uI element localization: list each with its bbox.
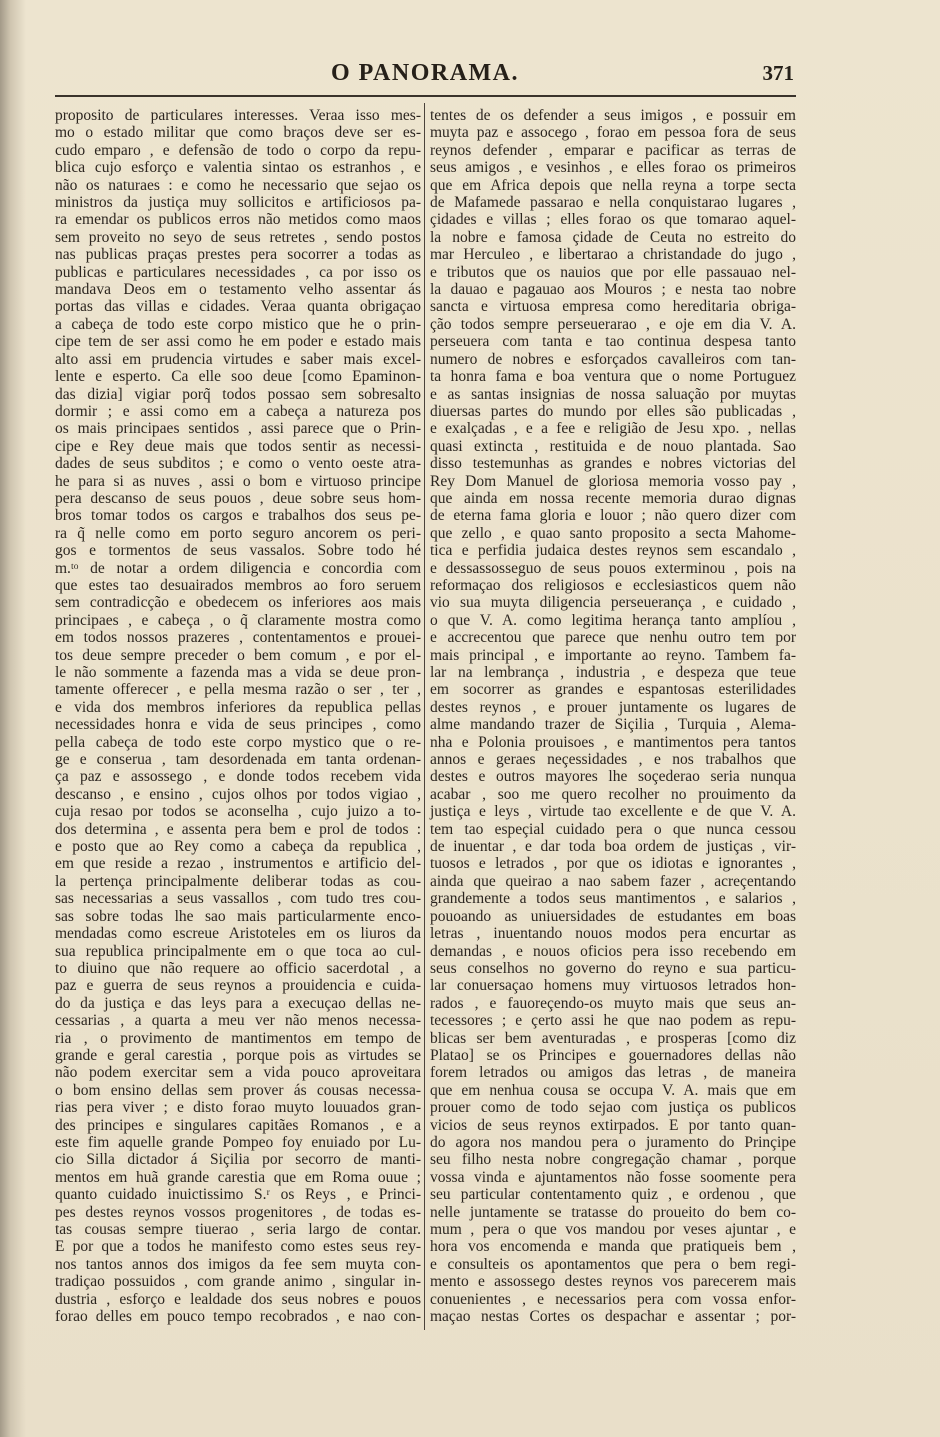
text-line: nos tantos annos dos imigos da fee sem muyta con- [55, 1255, 421, 1273]
text-line: do da justiça e das leys para a execuçao dellas ne- [55, 994, 421, 1012]
text-line: necessidades honra e vida de seus principes , como [55, 716, 421, 734]
text-line: acabar , soo me quero recolher no prouimento da [430, 785, 796, 803]
text-line: tos deue sempre preceder o bem comum , e por el- [55, 646, 421, 664]
text-line: o bom ensino dellas sem prover ás cousas necessa- [55, 1081, 421, 1099]
text-line: seu particular contentamento quiz , e ordenou , que [430, 1186, 796, 1204]
text-line: cipe tem de ser assi como he em poder e estado mais [55, 333, 421, 351]
text-line: nha e Polonia prouisoes , e mantimentos pera tantos [430, 733, 796, 751]
text-line: a cabeça de todo este corpo mistico que he o prin- [55, 315, 421, 333]
text-line: tradiçao possuidos , com grande animo , singular in- [55, 1273, 421, 1291]
text-line: destes e outros mayores lhe soçederao seria nunqua [430, 768, 796, 786]
text-line: annos e geraes neçessidades , e nos trabalhos que [430, 751, 796, 769]
text-line: muyta paz e assocego , forao em pessoa fora de seus [430, 124, 796, 142]
text-line: que estes tao desuairados membros ao foro seruem [55, 576, 421, 594]
text-line: quasi extincta , restituida e de nouo plantada. Sao [430, 437, 796, 455]
text-line: mandava Deos em o testamento velho assentar ás [55, 281, 421, 299]
left-column [55, 107, 421, 1325]
text-line: pouoando as uniuersidades de estudantes em boas [430, 907, 796, 925]
text-line: dormir ; e assi como em a cabeça a natureza pos [55, 402, 421, 420]
page-header-title: O PANORAMA. [330, 60, 520, 86]
text-line: E por que a todos he manifesto como estes seus rey- [55, 1238, 421, 1256]
text-line: sancta e virtuosa empresa como hereditaria obriga- [430, 298, 796, 316]
text-line: justiça e leys , virtude tao excellente e de que V. A. [430, 803, 796, 821]
text-line: conuenientes , e necessarios pera com vossa enfor- [430, 1290, 796, 1308]
text-line: dades de seus subditos ; e como o vento oeste atra- [55, 455, 421, 473]
text-line: des principes e singulares capitães Romanos , e a [55, 1116, 421, 1134]
text-line: que em Africa depois que nella reyna a torpe secta [430, 176, 796, 194]
text-line: lar conuersaçao homens muy virtuosos letrados hon- [430, 977, 796, 995]
text-line: mar Herculeo , e libertarao a christandade do jugo , [430, 246, 796, 264]
text-line: demandas , e nouos oficios pera isso recebendo em [430, 942, 796, 960]
text-line: mentos em huã grande carestia que em Roma ouue ; [55, 1168, 421, 1186]
text-line: çidades e villas ; elles forao os que tomarao aquel- [430, 211, 796, 229]
text-line: descanso , e ensino , cujos olhos por todos vigiao , [55, 785, 421, 803]
text-line: os mais principaes sentidos , assi parece que o Prin- [55, 420, 421, 438]
header-rule [55, 95, 796, 97]
text-line: la pertença principalmente deliberar todas as cou- [55, 872, 421, 890]
text-line: alme mandando trazer de Siçilia , Turquia , Alema- [430, 716, 796, 734]
text-line: que em nenhua cousa se occupa V. A. mais que em [430, 1081, 796, 1099]
text-line: letras , inuentando nouos modos pera encurtar as [430, 925, 796, 943]
text-line: não os naturaes : e como he necessario que sejao os [55, 176, 421, 194]
text-line: tamente offerecer , e pella mesma razão o ser , ter , [55, 681, 421, 699]
text-line: cipe e Rey deue mais que todos sentir as necessi- [55, 437, 421, 455]
text-line: tecessores ; e çerto assi he que nao podem as repu- [430, 1012, 796, 1030]
text-line: rados , e fauoreçendo-os muyto mais que seus an- [430, 994, 796, 1012]
text-line: proposito de particulares interesses. Veraa isso mes- [55, 107, 421, 124]
text-line: de Mafamede passarao e nella conquistarao lugares , [430, 194, 796, 212]
text-line: ção todos sempre perseuerarao , e oje em dia V. A. [430, 315, 796, 333]
text-line: e dessassosseguo de seus pouos exterminou , pois na [430, 559, 796, 577]
text-line: maçao nestas Cortes os despachar e assentar ; por- [430, 1308, 796, 1326]
text-line: tuosos e letrados , por que os idiotas e ignorantes , [430, 855, 796, 873]
text-line: vossa vinda e ajuntamentos não fosse soomente pera [430, 1168, 796, 1186]
text-line: e accrecentou que parece que nenhu outro tem por [430, 629, 796, 647]
text-line: cessarias , a quarta a meu ver não menos necessa- [55, 1012, 421, 1030]
text-line: forem letrados ou amigos das letras , de maneira [430, 1064, 796, 1082]
text-line: la nobre e famosa çidade de Ceuta no estreito do [430, 228, 796, 246]
text-line: em socorrer as grandes e espantosas esterilidades [430, 681, 796, 699]
text-line: m.ᵗᵒ de notar a ordem diligencia e concordia com [55, 559, 421, 577]
text-line: ta honra fama e boa ventura que o nome Portuguez [430, 368, 796, 386]
text-line: hora vos encomenda e manda que pratiqueis bem , [430, 1238, 796, 1256]
text-line: e posto que ao Rey como a cabeça da republica , [55, 838, 421, 856]
text-line: rias pera viver ; e disto forao muyto louuados gran- [55, 1099, 421, 1117]
text-line: ra emendar os publicos erros não metidos como maos [55, 211, 421, 229]
text-line: le não sommente a fazenda mas a vida se deue pron- [55, 664, 421, 681]
text-line: blicas ser bem aventuradas , e prosperas [como diz [430, 1029, 796, 1047]
text-line: bros tomar todos os cargos e trabalhos dos seus pe- [55, 507, 421, 525]
text-line: o que V. A. como legitima herança tanto amplíou , [430, 611, 796, 629]
text-line: blica cujo esforço e valentia sintao os estranhos , e [55, 159, 421, 177]
text-line: nas publicas praças prestes pera socorrer a todas as [55, 246, 421, 264]
text-line: não podem exercitar sem a vida pouco aproveitara [55, 1064, 421, 1082]
text-line: ge e conserua , tam desordenada em tanta ordenan- [55, 751, 421, 769]
text-line: mento e assossego destes reynos vos parecerem mais [430, 1273, 796, 1291]
text-line: cio Silla dictador á Siçilia por secorro de manti- [55, 1151, 421, 1169]
text-line: to diuino que não requere ao officio sacerdotal , a [55, 959, 421, 977]
text-line: tentes de os defender a seus imigos , e possuir em [430, 107, 796, 124]
text-line: he para si as nuves , assi o bom e virtuoso principe [55, 472, 421, 490]
text-line: pera descanso de seus pouos , deue sobre seus hom- [55, 489, 421, 507]
text-line: prouer como de todo sejao com justiça os publicos [430, 1099, 796, 1117]
text-line: este fim aquelle grande Pompeo foy enuiado por Lu- [55, 1133, 421, 1151]
text-line: cuja resao por todos se aconselha , cujo juizo a to- [55, 803, 421, 821]
text-line: em que reside a rezao , instrumentos e artificio del- [55, 855, 421, 873]
text-line: em todos nossos prazeres , contentamentos e prouei- [55, 629, 421, 647]
text-line: quanto cuidado inuictissimo S.ʳ os Reys , e Princi- [55, 1186, 421, 1204]
text-line: numero de nobres e esforçados cavalleiros com tan- [430, 350, 796, 368]
text-line: cudo emparo , e defensão de todo o corpo da repu- [55, 141, 421, 159]
text-line: la dauao e pagauao aos Mouros ; e nesta tao nobre [430, 281, 796, 299]
text-line: ra q̃ nelle como em porto seguro ancorem os peri- [55, 524, 421, 542]
text-line: diuersas partes do mundo por elles são publicadas , [430, 402, 796, 420]
text-line: portas das villas e cidades. Veraa quanta obrigaçao [55, 298, 421, 316]
text-line: lar na lembrança , industria , e despeza que teue [430, 664, 796, 681]
text-line: alto assi em prudencia virtudes e saber mais excel- [55, 350, 421, 368]
text-line: e vida dos membros inferiores da republica pellas [55, 698, 421, 716]
text-line: nelle juntamente se tratasse do proueito do bem co- [430, 1203, 796, 1221]
text-line: tem tao espeçial cuidado pera o que nunca cessou [430, 820, 796, 838]
text-line: dos determina , e assenta pera bem e prol de todos : [55, 820, 421, 838]
right-column [430, 107, 796, 1325]
text-line: e as santas insignias de nossa saluação por muytas [430, 385, 796, 403]
text-line: vicios de seus reynos extirpados. E por tanto quan- [430, 1116, 796, 1134]
text-line: perseuera com tanta e tao continua despesa tanto [430, 333, 796, 351]
text-line: mendadas como escreue Aristoteles em os liuros da [55, 925, 421, 943]
text-line: mum , pera o que vos mandou por veses ajuntar , e [430, 1221, 796, 1238]
text-line: do agora nos mandou pera o juramento do Prinçipe [430, 1133, 796, 1151]
text-line: ça paz e assossego , e donde todos recebem vida [55, 768, 421, 786]
text-line: das dizia] vigiar porq̃ todos possao sem sobresalto [55, 385, 421, 403]
text-line: pella cabeça de todo este corpo mystico que o re- [55, 733, 421, 751]
text-line: de eterna fama gloria e louor ; não quero dizer com [430, 507, 796, 525]
text-line: publicas e particulares necessidades , ca por isso os [55, 263, 421, 281]
column-divider [424, 103, 425, 1330]
text-line: disso testemunhas as grandes e nobres victorias del [430, 455, 796, 473]
text-line: seus conselhos no governo do reyno e sua particu- [430, 959, 796, 977]
text-line: e exalçadas , e a fee e religião de Jesu xpo. , nellas [430, 420, 796, 438]
text-line: seu filho nesta nobre congregação chamar , porque [430, 1151, 796, 1169]
text-line: vio sua muyta diligencia perseuerança , e cuidado , [430, 594, 796, 612]
page-binding-shadow [0, 0, 26, 1437]
text-line: reynos defender , emparar e pacificar as terras de [430, 141, 796, 159]
text-line: mais principal , e importante ao reyno. Tambem fa- [430, 646, 796, 664]
text-line: dustria , esforço e lealdade dos seus nobres e pouos [55, 1290, 421, 1308]
text-line: pes destes reynos vossos progenitores , de todas es- [55, 1203, 421, 1221]
text-line: sem proveito no seyo de seus retretes , sendo postos [55, 228, 421, 246]
text-line: Platao] se os Principes e gouernadores dellas não [430, 1046, 796, 1064]
text-line: e tributos que os nauios que por elle passauao nel- [430, 263, 796, 281]
text-line: sem contradicção e obedecem os inferiores aos mais [55, 594, 421, 612]
text-line: tica e perfidia judaica destes reynos sem escandalo , [430, 542, 796, 560]
text-line: ria , o provimento de mantimentos em tempo de [55, 1029, 421, 1047]
text-line: paz e guerra de seus reynos a prouidencia e cuida- [55, 977, 421, 995]
text-line: de inuentar , e dar toda boa ordem de justiças , vir- [430, 838, 796, 856]
text-line: que zello , e quao santo proposito a secta Mahome- [430, 524, 796, 542]
text-line: Rey Dom Manuel de gloriosa memoria vosso pay , [430, 472, 796, 490]
text-line: sas sobre todas lhe sao mais particularmente enco- [55, 907, 421, 925]
text-line: grande e geral carestia , porque pois as virtudes se [55, 1046, 421, 1064]
text-line: ministros da justiça muy sollicitos e artificiosos pa- [55, 194, 421, 212]
text-line: sua republica principalmente em o que toca ao cul- [55, 942, 421, 960]
text-line: reformaçao dos religiosos e ecclesiasticos quem não [430, 576, 796, 594]
text-line: lente e esperto. Ca elle soo deue [como Epaminon- [55, 368, 421, 386]
page-number: 371 [762, 61, 794, 85]
text-line: forao delles em pouco tempo recobrados , e nao con- [55, 1308, 421, 1326]
text-line: destes reynos , e prouer juntamente os lugares de [430, 698, 796, 716]
text-line: seus amigos , e vesinhos , e elles forao os primeiros [430, 159, 796, 177]
text-line: gos e tormentos de seus vassalos. Sobre todo hé [55, 542, 421, 560]
text-line: e consulteis os apontamentos que pera o bem regi- [430, 1255, 796, 1273]
text-line: sas necessarias a seus vassallos , com tudo tres cou- [55, 890, 421, 908]
text-line: grandemente a todos seus mantimentos , e salarios , [430, 890, 796, 908]
text-line: que ainda em nossa recente memoria durao dignas [430, 489, 796, 507]
text-line: principaes , e cabeça , o q̃ claramente mostra como [55, 611, 421, 629]
text-line: tas cousas sempre tiuerao , seria largo de contar. [55, 1221, 421, 1238]
text-line: mo o estado militar que como braços deve ser es- [55, 124, 421, 142]
text-line: ainda que queirao a nao sabem fazer , acreçentando [430, 872, 796, 890]
